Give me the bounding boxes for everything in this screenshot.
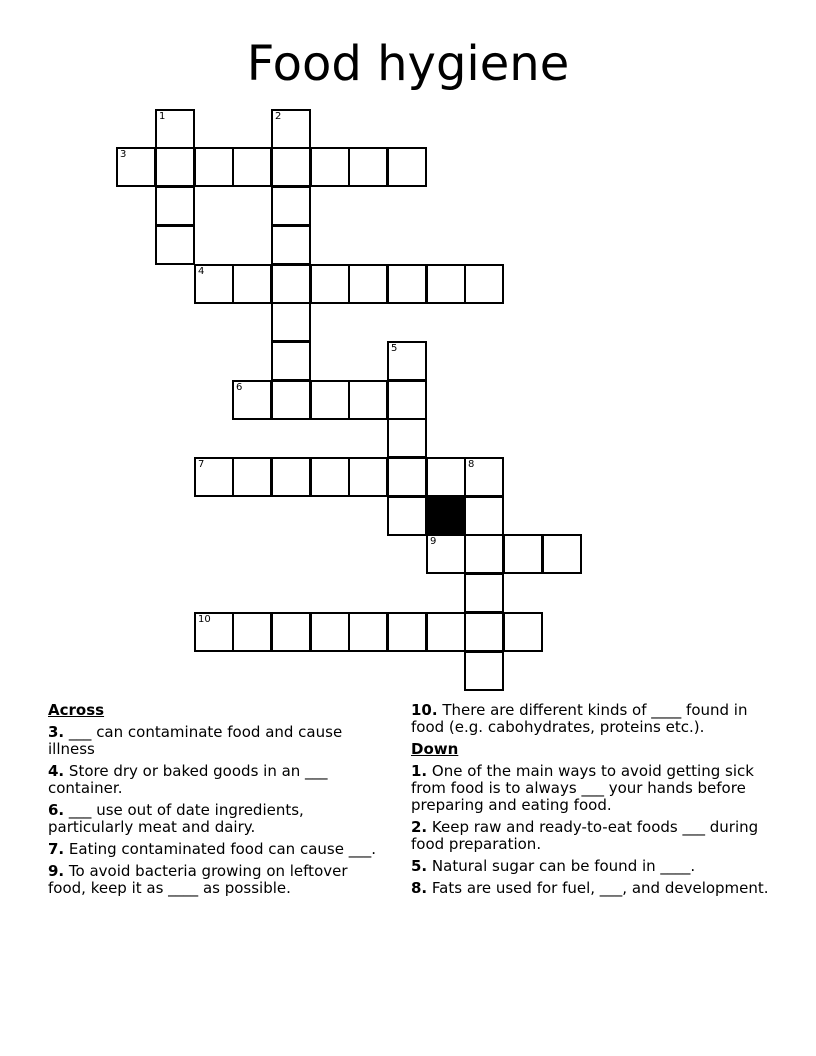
grid-cell[interactable] bbox=[232, 380, 272, 420]
grid-cell[interactable] bbox=[426, 534, 466, 574]
clues-left-column bbox=[48, 702, 384, 902]
grid-cell[interactable] bbox=[271, 225, 311, 265]
grid-cell[interactable] bbox=[194, 612, 234, 652]
grid-cell[interactable] bbox=[310, 264, 350, 304]
clue-text: ___ can contaminate food and cause illness bbox=[48, 723, 343, 758]
clue-number: 10. bbox=[411, 701, 438, 719]
down-clue-5 bbox=[411, 858, 771, 875]
grid-cell[interactable] bbox=[232, 457, 272, 497]
down-clue-1 bbox=[411, 763, 771, 814]
grid-cell[interactable] bbox=[387, 418, 427, 458]
grid-cell[interactable] bbox=[464, 264, 504, 304]
across-clue-3 bbox=[48, 724, 384, 758]
across-clue-10 bbox=[411, 702, 771, 736]
cell-number: 8 bbox=[468, 459, 475, 470]
grid-cell[interactable] bbox=[464, 573, 504, 613]
clue-number: 5. bbox=[411, 857, 428, 875]
grid-cell[interactable] bbox=[155, 186, 195, 226]
cell-number: 5 bbox=[391, 343, 398, 354]
down-clue-2 bbox=[411, 819, 771, 853]
grid-cell[interactable] bbox=[348, 612, 388, 652]
grid-cell[interactable] bbox=[464, 651, 504, 691]
across-clue-4 bbox=[48, 763, 384, 797]
grid-cell[interactable] bbox=[232, 147, 272, 187]
grid-cell[interactable] bbox=[348, 264, 388, 304]
grid-cell[interactable] bbox=[155, 109, 195, 149]
down-heading: Down bbox=[411, 740, 459, 758]
grid-cell[interactable] bbox=[348, 380, 388, 420]
grid-cell[interactable] bbox=[155, 225, 195, 265]
grid-cell[interactable] bbox=[194, 264, 234, 304]
cell-number: 7 bbox=[198, 459, 205, 470]
grid-cell[interactable] bbox=[464, 496, 504, 536]
grid-cell[interactable] bbox=[116, 147, 156, 187]
grid-cell[interactable] bbox=[503, 612, 543, 652]
clue-number: 1. bbox=[411, 762, 428, 780]
grid-cell[interactable] bbox=[194, 147, 234, 187]
grid-cell[interactable] bbox=[426, 612, 466, 652]
grid-cell[interactable] bbox=[271, 380, 311, 420]
grid-cell[interactable] bbox=[348, 147, 388, 187]
grid-cell[interactable] bbox=[464, 612, 504, 652]
grid-cell[interactable] bbox=[194, 457, 234, 497]
grid-cell[interactable] bbox=[271, 612, 311, 652]
grid-cell[interactable] bbox=[310, 457, 350, 497]
clue-number: 4. bbox=[48, 762, 65, 780]
grid-cell[interactable] bbox=[271, 341, 311, 381]
cell-number: 6 bbox=[236, 382, 243, 393]
grid-cell[interactable] bbox=[271, 109, 311, 149]
cell-number: 10 bbox=[198, 614, 211, 625]
cell-number: 4 bbox=[198, 266, 205, 277]
grid-cell[interactable] bbox=[271, 264, 311, 304]
across-clue-7 bbox=[48, 841, 384, 858]
clue-text: Eating contaminated food can cause ___. bbox=[68, 840, 376, 858]
grid-cell[interactable] bbox=[387, 147, 427, 187]
grid-cell[interactable] bbox=[232, 612, 272, 652]
grid-cell[interactable] bbox=[387, 496, 427, 536]
clue-number: 7. bbox=[48, 840, 65, 858]
clue-number: 6. bbox=[48, 801, 65, 819]
grid-cell[interactable] bbox=[271, 147, 311, 187]
clue-text: Keep raw and ready-to-eat foods ___ during food preparation. bbox=[411, 818, 759, 853]
page-title: Food hygiene bbox=[246, 36, 570, 92]
grid-cell[interactable] bbox=[271, 457, 311, 497]
cell-number: 2 bbox=[275, 111, 282, 122]
clue-text: ___ use out of date ingredients, particularly meat and dairy. bbox=[48, 801, 304, 836]
grid-cell[interactable] bbox=[503, 534, 543, 574]
clue-text: There are different kinds of ____ found in food (e.g. cabohydrates, proteins etc.). bbox=[411, 701, 748, 736]
clues-right-column bbox=[411, 702, 771, 902]
cell-number: 9 bbox=[430, 536, 437, 547]
across-clue-6 bbox=[48, 802, 384, 836]
cell-number: 3 bbox=[120, 149, 127, 160]
across-heading: Across bbox=[48, 701, 105, 719]
grid-cell[interactable] bbox=[348, 457, 388, 497]
grid-cell[interactable] bbox=[426, 457, 466, 497]
grid-black-cell bbox=[426, 496, 466, 536]
grid-cell[interactable] bbox=[387, 264, 427, 304]
grid-cell[interactable] bbox=[387, 457, 427, 497]
clue-text: Store dry or baked goods in an ___ container. bbox=[48, 762, 328, 797]
grid-cell[interactable] bbox=[426, 264, 466, 304]
clue-number: 8. bbox=[411, 879, 428, 897]
clue-text: Fats are used for fuel, ___, and development. bbox=[431, 879, 769, 897]
grid-cell[interactable] bbox=[387, 341, 427, 381]
grid-cell[interactable] bbox=[310, 380, 350, 420]
grid-cell[interactable] bbox=[232, 264, 272, 304]
clue-number: 2. bbox=[411, 818, 428, 836]
clue-number: 3. bbox=[48, 723, 65, 741]
grid-cell[interactable] bbox=[271, 186, 311, 226]
clue-text: To avoid bacteria growing on leftover food, keep it as ____ as possible. bbox=[48, 862, 348, 897]
clue-text: One of the main ways to avoid getting sick from food is to always ___ your hands before preparing and eating food. bbox=[411, 762, 754, 814]
grid-cell[interactable] bbox=[310, 612, 350, 652]
cell-number: 1 bbox=[159, 111, 166, 122]
clue-number: 9. bbox=[48, 862, 65, 880]
grid-cell[interactable] bbox=[464, 457, 504, 497]
grid-cell[interactable] bbox=[387, 380, 427, 420]
grid-cell[interactable] bbox=[271, 302, 311, 342]
grid-cell[interactable] bbox=[387, 612, 427, 652]
grid-cell[interactable] bbox=[542, 534, 582, 574]
clue-text: Natural sugar can be found in ____. bbox=[431, 857, 696, 875]
grid-cell[interactable] bbox=[464, 534, 504, 574]
grid-cell[interactable] bbox=[310, 147, 350, 187]
down-clue-8 bbox=[411, 880, 771, 897]
across-clue-9 bbox=[48, 863, 384, 897]
grid-cell[interactable] bbox=[155, 147, 195, 187]
